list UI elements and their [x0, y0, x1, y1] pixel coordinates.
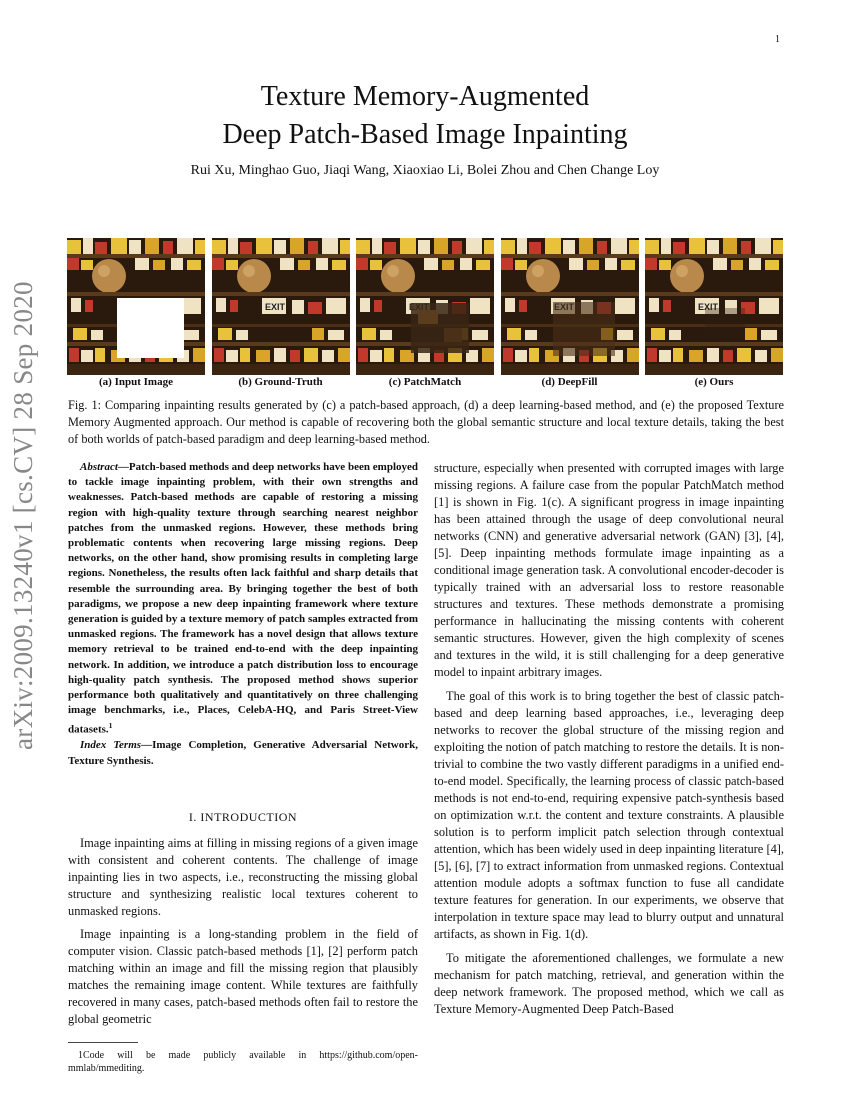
shelf-image-ours	[645, 238, 783, 375]
abstract-lead: Abstract	[80, 461, 118, 473]
panel-deepfill	[501, 238, 639, 388]
title-line-1: Texture Memory-Augmented	[260, 81, 590, 112]
shelf-image-patchmatch	[356, 238, 494, 375]
right-column	[434, 460, 784, 1025]
panel-label: (e) Ours	[694, 376, 734, 388]
panel-label: (a) Input Image	[99, 376, 173, 388]
figure-caption: Fig. 1: Comparing inpainting results generated by (c) a patch-based approach, (d) a deep learning-based method, and (e) the proposed Texture Memory Augmented approach. Our method is capable of recovering both the global semantic structure and local texture details, taking the best of both worlds of patch-based paradigm and deep learning-based method.	[68, 398, 784, 446]
panel-label: (d) DeepFill	[541, 376, 598, 388]
right-paragraph-3: To mitigate the aforementioned challenges, we formulate a new mechanism for patch matching, retrieval, and generation within the deep network framework. The proposed method, which we call as Texture Memory-Augmented Deep Patch-Based	[434, 951, 784, 1016]
panel-label: (c) PatchMatch	[388, 376, 462, 388]
panel-ground-truth	[212, 238, 350, 388]
panel-patchmatch	[356, 238, 494, 388]
author-list: Rui Xu, Minghao Guo, Jiaqi Wang, Xiaoxiao Li, Bolei Zhou and Chen Change Loy	[190, 163, 660, 178]
abstract	[68, 460, 418, 738]
page-number: 1	[775, 34, 780, 45]
panel-input-image	[67, 238, 205, 388]
intro-paragraph-1: Image inpainting aims at filling in missing regions of a given image with consistent and coherent contents. The challenge of image inpainting lies in two aspects, i.e., reconstructing the missing global structure and synthesizing realistic local textures coherent to unmasked regions.	[68, 836, 418, 919]
abstract-text: —Patch-based methods and deep networks have been employed to tackle image inpainting problem, with their own strengths and weaknesses. Patch-based methods are capable of restoring a missing region with high-quality texture through searching nearest neighbor patches from the unmasked regions. However, these methods bring problematic contents when recovering large missing regions. Deep networks, on the other hand, show promising results in completing large regions. Nonetheless, the results often lack faithful and sharp details that resemble the surrounding area. By bringing together the best of both paradigms, we propose a new deep inpainting framework where texture generation is guided by a texture memory of patch samples extracted from unmasked regions. The framework has a novel design that allows texture memory retrieval to be trained end-to-end with the deep inpainting network. In addition, we introduce a patch distribution loss to encourage high-quality patch synthesis. The proposed method shows superior performance both qualitatively and quantitatively on three challenging image benchmarks, i.e., Places, CelebA-HQ, and Paris Street-View datasets.	[68, 461, 418, 737]
arxiv-identifier: arXiv:2009.13240v1 [cs.CV] 28 Sep 2020	[8, 281, 38, 750]
right-paragraph-1: structure, especially when presented with corrupted images with large missing regions. A failure case from the popular PatchMatch method [1] is shown in Fig. 1(c). A significant progress in image inpainting has been attained through the usage of deep convolutional neural networks (CNN) and generative adversarial network (GAN) [3], [4], [5]. Deep inpainting methods formulate image inpainting as a conditional image generation task. A convolutional encoder-decoder is typically trained with an adversarial loss to restore reasonable structures and textures. These methods demonstrate a promising performance in hallucinating the missing contents with coherent semantic structures. However, given the high complexity of scenes and textures in the wild, it is still challenging for a deep generative model to inpaint arbitrary images.	[434, 461, 784, 679]
shelf-image-input	[67, 238, 205, 375]
right-paragraph-2: The goal of this work is to bring together the best of classic patch-based and deep learning based approaches, i.e., leveraging deep networks to recover the global structure of the missing region and exploiting the notion of patch matching to restore the details. It is non-trivial to combine the two vastly different paradigms in a unified end-to-end model. Specifically, the learning process of classic patch-based methods is not end-to-end, requiring expensive patch-synthesis based on optimization w.r.t. the content and texture constraints. A plausible solution is to perform implicit patch selection through contextual attention, which has been widely used in deep inpainting literature [4], [5], [6], [7] to extract information from unmasked regions. Contextual attention module adopts a softmax function to fuse all candidate texture features for generation. In our experiments, we observe that interpolation in texture space may lead to blurry output and unnatural artifacts, as shown in Fig. 1(d).	[434, 689, 784, 941]
section-title-introduction: I. INTRODUCTION	[188, 809, 298, 824]
figure-1	[67, 238, 783, 388]
index-terms	[68, 738, 418, 768]
shelf-image-ground-truth	[212, 238, 350, 375]
index-terms-lead: Index Terms	[80, 739, 142, 752]
intro-paragraph-2: Image inpainting is a long-standing problem in the field of computer vision. Classic patch-based methods [1], [2] perform patch matching within an image and fill the missing region that plausibly matches the remaining image content. While textures are faithfully recovered in many cases, patch-based methods often fail to restore the global geometric	[68, 927, 418, 1027]
index-terms-text: —Image Completion, Generative Adversarial Network, Texture Synthesis.	[68, 739, 418, 767]
left-column	[68, 460, 418, 1075]
abstract-footnote-mark: 1	[108, 721, 113, 731]
paper-title	[0, 78, 850, 154]
footnote: 1Code will be made publicly available in https://github.com/open-mmlab/mmediting.	[68, 1050, 418, 1075]
shelf-image-deepfill	[501, 238, 639, 375]
footnote-rule	[68, 1042, 138, 1043]
title-line-2: Deep Patch-Based Image Inpainting	[222, 119, 628, 150]
panel-label: (b) Ground-Truth	[238, 376, 323, 388]
figure-panels	[67, 238, 783, 388]
panel-ours	[645, 238, 783, 388]
